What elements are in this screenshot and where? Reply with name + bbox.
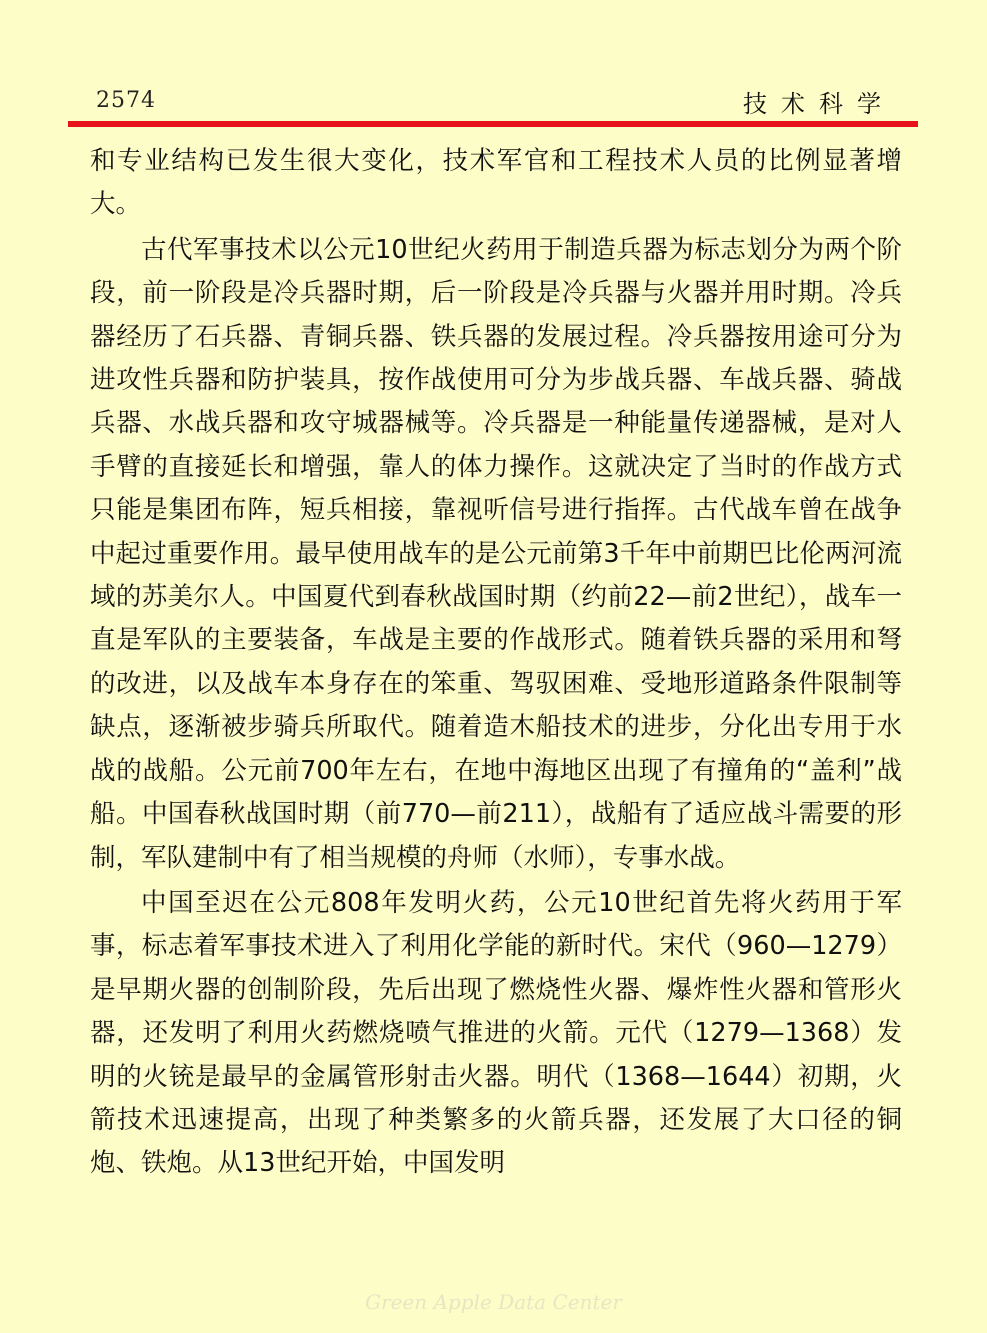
body-text	[90, 140, 902, 1186]
paragraph-ancient-weapons: 古代军事技术以公元10世纪火药用于制造兵器为标志划分为两个阶段，前一阶段是冷兵器时期，后一阶段是冷兵器与火器并用时期。冷兵器经历了石兵器、青铜兵器、铁兵器的发展过程。冷兵器按用途可分为进攻性兵器和防护装具，按作战使用可分为步战兵器、车战兵器、骑战兵器、水战兵器和攻守城器械等。冷兵器是一种能量传递器械，是对人手臂的直接延长和增强，靠人的体力操作。这就决定了当时的作战方式只能是集团布阵，短兵相接，靠视听信号进行指挥。古代战车曾在战争中起过重要作用。最早使用战车的是公元前第3千年中前期巴比伦两河流域的苏美尔人。中国夏代到春秋战国时期（约前22—前2世纪），战车一直是军队的主要装备，车战是主要的作战形式。随着铁兵器的采用和弩的改进，以及战车本身存在的笨重、驾驭困难、受地形道路条件限制等缺点，逐渐被步骑兵所取代。随着造木船技术的进步，分化出专用于水战的战船。公元前700年左右，在地中海地区出现了有撞角的“盖利”战船。中国春秋战国时期（前770—前211），战船有了适应战斗需要的形制，军队建制中有了相当规模的舟师（水师），专事水战。	[90, 234, 902, 873]
watermark: Green Apple Data Center	[365, 1290, 622, 1314]
running-title: 技术科学	[743, 90, 895, 118]
header-rule	[68, 121, 918, 127]
page-number: 2574	[96, 88, 156, 113]
paragraph-continuation: 和专业结构已发生很大变化，技术军官和工程技术人员的比例显著增大。	[90, 146, 902, 220]
paragraph-gunpowder: 中国至迟在公元808年发明火药，公元10世纪首先将火药用于军事，标志着军事技术进入了利用化学能的新时代。宋代（960—1279）是早期火器的创制阶段，先后出现了燃烧性火器、爆炸性火器和管形火器，还发明了利用火药燃烧喷气推进的火箭。元代（1279—1368）发明的火铳是最早的金属管形射击火器。明代（1368—1644）初期，火箭技术迅速提高，出现了种类繁多的火箭兵器，还发展了大口径的铜炮、铁炮。从13世纪开始，中国发明	[90, 887, 902, 1179]
